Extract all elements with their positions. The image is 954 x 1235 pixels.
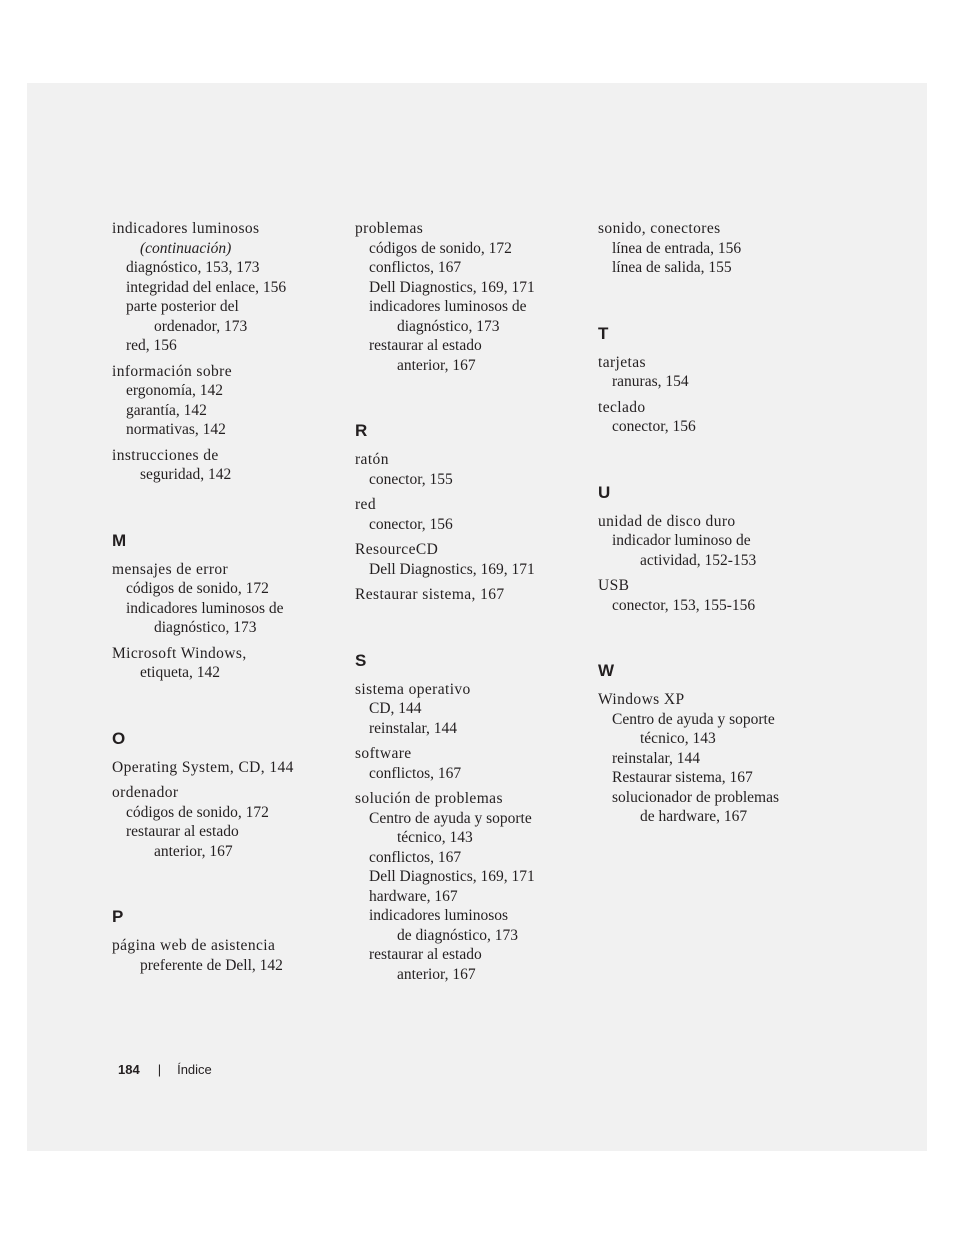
index-letter-heading: U xyxy=(598,482,611,502)
index-subterm: indicadores luminosos de xyxy=(126,599,284,617)
index-subterm: técnico, 143 xyxy=(640,730,716,747)
index-subterm: diagnóstico, 173 xyxy=(154,619,257,636)
index-letter-heading: W xyxy=(598,661,615,680)
index-entry xyxy=(355,540,580,579)
index-subterm: códigos de sonido, 172 xyxy=(369,239,512,257)
footer-separator: | xyxy=(157,1062,162,1077)
index-subterm: indicadores luminosos de xyxy=(369,298,527,315)
index-subterm: etiqueta, 142 xyxy=(140,664,221,681)
index-subterm: seguridad, 142 xyxy=(140,466,232,483)
index-subterm: anterior, 167 xyxy=(397,356,476,374)
index-term: Microsoft Windows, xyxy=(112,644,247,662)
index-letter-heading: P xyxy=(112,907,124,926)
index-subterm: conector, 156 xyxy=(612,418,696,435)
index-subterm: conflictos, 167 xyxy=(369,259,462,276)
index-term: sistema operativo xyxy=(355,680,471,698)
index-letter-heading: S xyxy=(355,650,367,670)
index-term: información sobre xyxy=(112,362,232,380)
index-entry xyxy=(112,758,337,778)
index-term: teclado xyxy=(598,398,646,416)
index-term: problemas xyxy=(355,220,424,237)
index-term: tarjetas xyxy=(598,353,646,371)
index-term: sonido, conectores xyxy=(598,220,721,237)
index-column-2 xyxy=(355,219,580,984)
index-subterm: conector, 155 xyxy=(369,470,453,488)
index-entry xyxy=(355,789,580,984)
index-subterm: reinstalar, 144 xyxy=(369,719,458,737)
index-subterm: CD, 144 xyxy=(369,700,422,717)
index-letter-heading: R xyxy=(355,421,368,440)
index-column-1 xyxy=(112,219,337,975)
index-subterm: ordenador, 173 xyxy=(154,317,248,335)
index-subterm: anterior, 167 xyxy=(397,965,476,983)
index-entry xyxy=(598,512,823,571)
index-term: mensajes de error xyxy=(112,560,229,578)
index-term: Restaurar sistema, 167 xyxy=(355,586,505,603)
index-term: página web de asistencia xyxy=(112,937,276,954)
footer-section-title: Índice xyxy=(177,1062,212,1077)
index-subterm: códigos de sonido, 172 xyxy=(126,803,269,821)
index-term: Operating System, CD, 144 xyxy=(112,758,294,776)
index-letter-heading: M xyxy=(112,530,127,550)
index-term: USB xyxy=(598,577,630,594)
index-letter-heading: T xyxy=(598,323,609,343)
index-subterm: códigos de sonido, 172 xyxy=(126,580,269,597)
index-entry xyxy=(112,362,337,440)
index-subterm: indicadores luminosos xyxy=(369,907,509,924)
index-subterm: diagnóstico, 153, 173 xyxy=(126,259,260,276)
index-subterm: Centro de ayuda y soporte xyxy=(612,710,775,728)
index-entry xyxy=(355,744,580,783)
index-term: indicadores luminosos xyxy=(112,220,260,237)
index-term: instrucciones de xyxy=(112,446,219,464)
index-subterm: conflictos, 167 xyxy=(369,764,462,782)
index-entry xyxy=(355,680,580,739)
index-term: software xyxy=(355,745,412,762)
index-entry xyxy=(598,219,823,278)
index-subterm: garantía, 142 xyxy=(126,401,207,419)
index-subterm: red, 156 xyxy=(126,337,177,354)
index-term: ratón xyxy=(355,451,389,468)
index-subterm: normativas, 142 xyxy=(126,421,226,438)
index-entry xyxy=(598,576,823,615)
index-subterm: hardware, 167 xyxy=(369,887,458,905)
index-subterm: solucionador de problemas xyxy=(612,788,780,806)
index-subterm: restaurar al estado xyxy=(126,823,239,840)
index-subterm: actividad, 152-153 xyxy=(640,551,757,569)
index-subterm: preferente de Dell, 142 xyxy=(140,956,283,974)
index-term: solución de problemas xyxy=(355,790,503,807)
index-subterm: técnico, 143 xyxy=(397,829,473,846)
index-entry xyxy=(598,690,823,827)
index-subterm: línea de entrada, 156 xyxy=(612,239,742,257)
index-entry xyxy=(355,495,580,534)
index-subterm: parte posterior del xyxy=(126,298,239,315)
index-subterm: línea de salida, 155 xyxy=(612,259,732,276)
index-entry xyxy=(112,644,337,683)
index-subterm: Dell Diagnostics, 169, 171 xyxy=(369,560,535,578)
index-entry xyxy=(112,560,337,638)
index-subterm: de diagnóstico, 173 xyxy=(397,926,518,944)
index-subterm: indicador luminoso de xyxy=(612,532,751,549)
index-subterm: Centro de ayuda y soporte xyxy=(369,809,532,827)
index-term: red xyxy=(355,496,376,513)
index-subterm: anterior, 167 xyxy=(154,842,233,860)
index-entry xyxy=(598,398,823,437)
page-number: 184 xyxy=(118,1062,140,1077)
index-subterm: conector, 153, 155-156 xyxy=(612,596,756,614)
index-entry xyxy=(355,585,580,605)
index-subterm: reinstalar, 144 xyxy=(612,749,701,767)
index-column-3 xyxy=(598,219,823,827)
index-subterm: integridad del enlace, 156 xyxy=(126,278,287,296)
page-footer xyxy=(118,1061,212,1079)
index-subterm: (continuación) xyxy=(140,239,232,257)
index-subterm: de hardware, 167 xyxy=(640,808,748,825)
index-term: unidad de disco duro xyxy=(598,512,736,530)
index-subterm: restaurar al estado xyxy=(369,946,482,963)
index-term: ordenador xyxy=(112,784,179,801)
index-entry xyxy=(112,219,337,356)
index-subterm: conflictos, 167 xyxy=(369,848,462,866)
index-entry xyxy=(355,450,580,489)
index-entry xyxy=(112,446,337,485)
index-subterm: restaurar al estado xyxy=(369,337,482,354)
index-entry xyxy=(112,936,337,975)
index-entry xyxy=(112,783,337,861)
index-entry xyxy=(355,219,580,375)
index-term: Windows XP xyxy=(598,691,685,708)
index-subterm: Dell Diagnostics, 169, 171 xyxy=(369,868,535,885)
index-subterm: ergonomía, 142 xyxy=(126,382,224,399)
index-subterm: Dell Diagnostics, 169, 171 xyxy=(369,278,535,296)
index-subterm: conector, 156 xyxy=(369,515,453,533)
index-subterm: Restaurar sistema, 167 xyxy=(612,769,753,786)
index-term: ResourceCD xyxy=(355,541,439,558)
index-entry xyxy=(598,353,823,392)
index-subterm: ranuras, 154 xyxy=(612,373,689,390)
index-subterm: diagnóstico, 173 xyxy=(397,317,500,335)
index-letter-heading: O xyxy=(112,728,126,748)
